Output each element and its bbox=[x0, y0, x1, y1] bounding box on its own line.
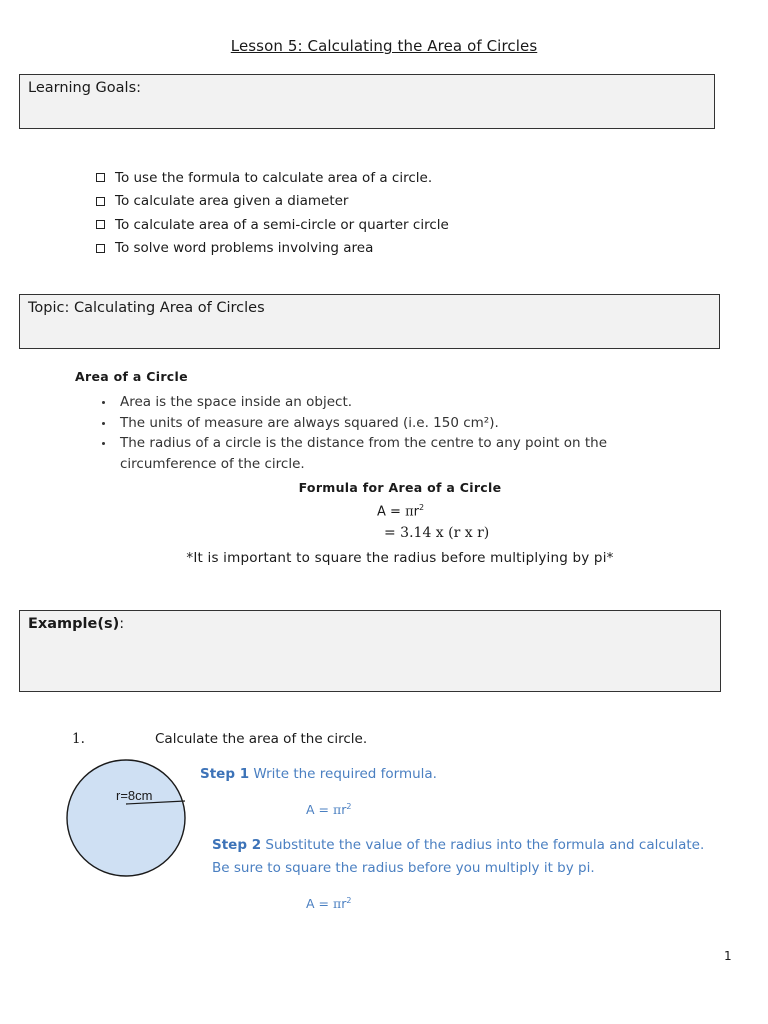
step-2-label: Step 2 bbox=[212, 837, 262, 853]
topic-heading: Topic: Calculating Area of Circles bbox=[28, 300, 265, 316]
formula-note: *It is important to square the radius before multiplying by pi* bbox=[186, 550, 614, 566]
list-item: Area is the space inside an object. bbox=[99, 392, 659, 413]
circle-shape bbox=[67, 760, 185, 876]
checkbox-icon[interactable] bbox=[96, 244, 105, 253]
goal-item: To solve word problems involving area bbox=[96, 237, 449, 261]
step-2: Step 2 Substitute the value of the radius into the formula and calculate. Be sure to square the radius before you multiply it by pi. bbox=[212, 837, 705, 876]
step-1: Step 1 Write the required formula. bbox=[200, 766, 437, 782]
examples-box: Example(s): bbox=[19, 610, 721, 692]
circle-radius-label: r=8cm bbox=[116, 788, 153, 803]
list-item: The units of measure are always squared (i.e. 150 cm²). bbox=[99, 413, 659, 434]
checkbox-icon[interactable] bbox=[96, 197, 105, 206]
examples-heading: Example(s) bbox=[28, 616, 120, 632]
topic-box bbox=[19, 294, 720, 349]
step-1-formula: $A = \pi r^2$ bbox=[306, 802, 352, 818]
goal-item: To use the formula to calculate area of a circle. bbox=[96, 166, 449, 190]
step-2-formula: $A = \pi r^2$ bbox=[306, 896, 352, 912]
learning-goals-list bbox=[96, 166, 449, 260]
checkbox-icon[interactable] bbox=[96, 220, 105, 229]
checkbox-icon[interactable] bbox=[96, 173, 105, 182]
example-number: 1. bbox=[72, 731, 85, 747]
formula-line-2: = 3.14 x (r x r) bbox=[384, 525, 490, 541]
list-item: The radius of a circle is the distance from the centre to any point on the circumference of the circle. bbox=[99, 433, 659, 474]
learning-goals-box: Learning Goals: bbox=[19, 74, 715, 129]
formula-line-1: $A = \pi r^2$ bbox=[377, 503, 425, 520]
goal-item: To calculate area given a diameter bbox=[96, 190, 449, 214]
goal-item: To calculate area of a semi-circle or quarter circle bbox=[96, 213, 449, 237]
page-number: 1 bbox=[724, 949, 732, 963]
formula-heading: Formula for Area of a Circle bbox=[298, 480, 502, 495]
page-title: Lesson 5: Calculating the Area of Circles bbox=[230, 37, 538, 55]
circle-diagram bbox=[60, 756, 200, 881]
step-1-label: Step 1 bbox=[200, 766, 250, 782]
area-bullets bbox=[99, 392, 659, 474]
learning-goals-heading: Learning Goals bbox=[28, 80, 137, 96]
area-subheading: Area of a Circle bbox=[75, 369, 188, 384]
example-question: Calculate the area of the circle. bbox=[155, 731, 368, 747]
